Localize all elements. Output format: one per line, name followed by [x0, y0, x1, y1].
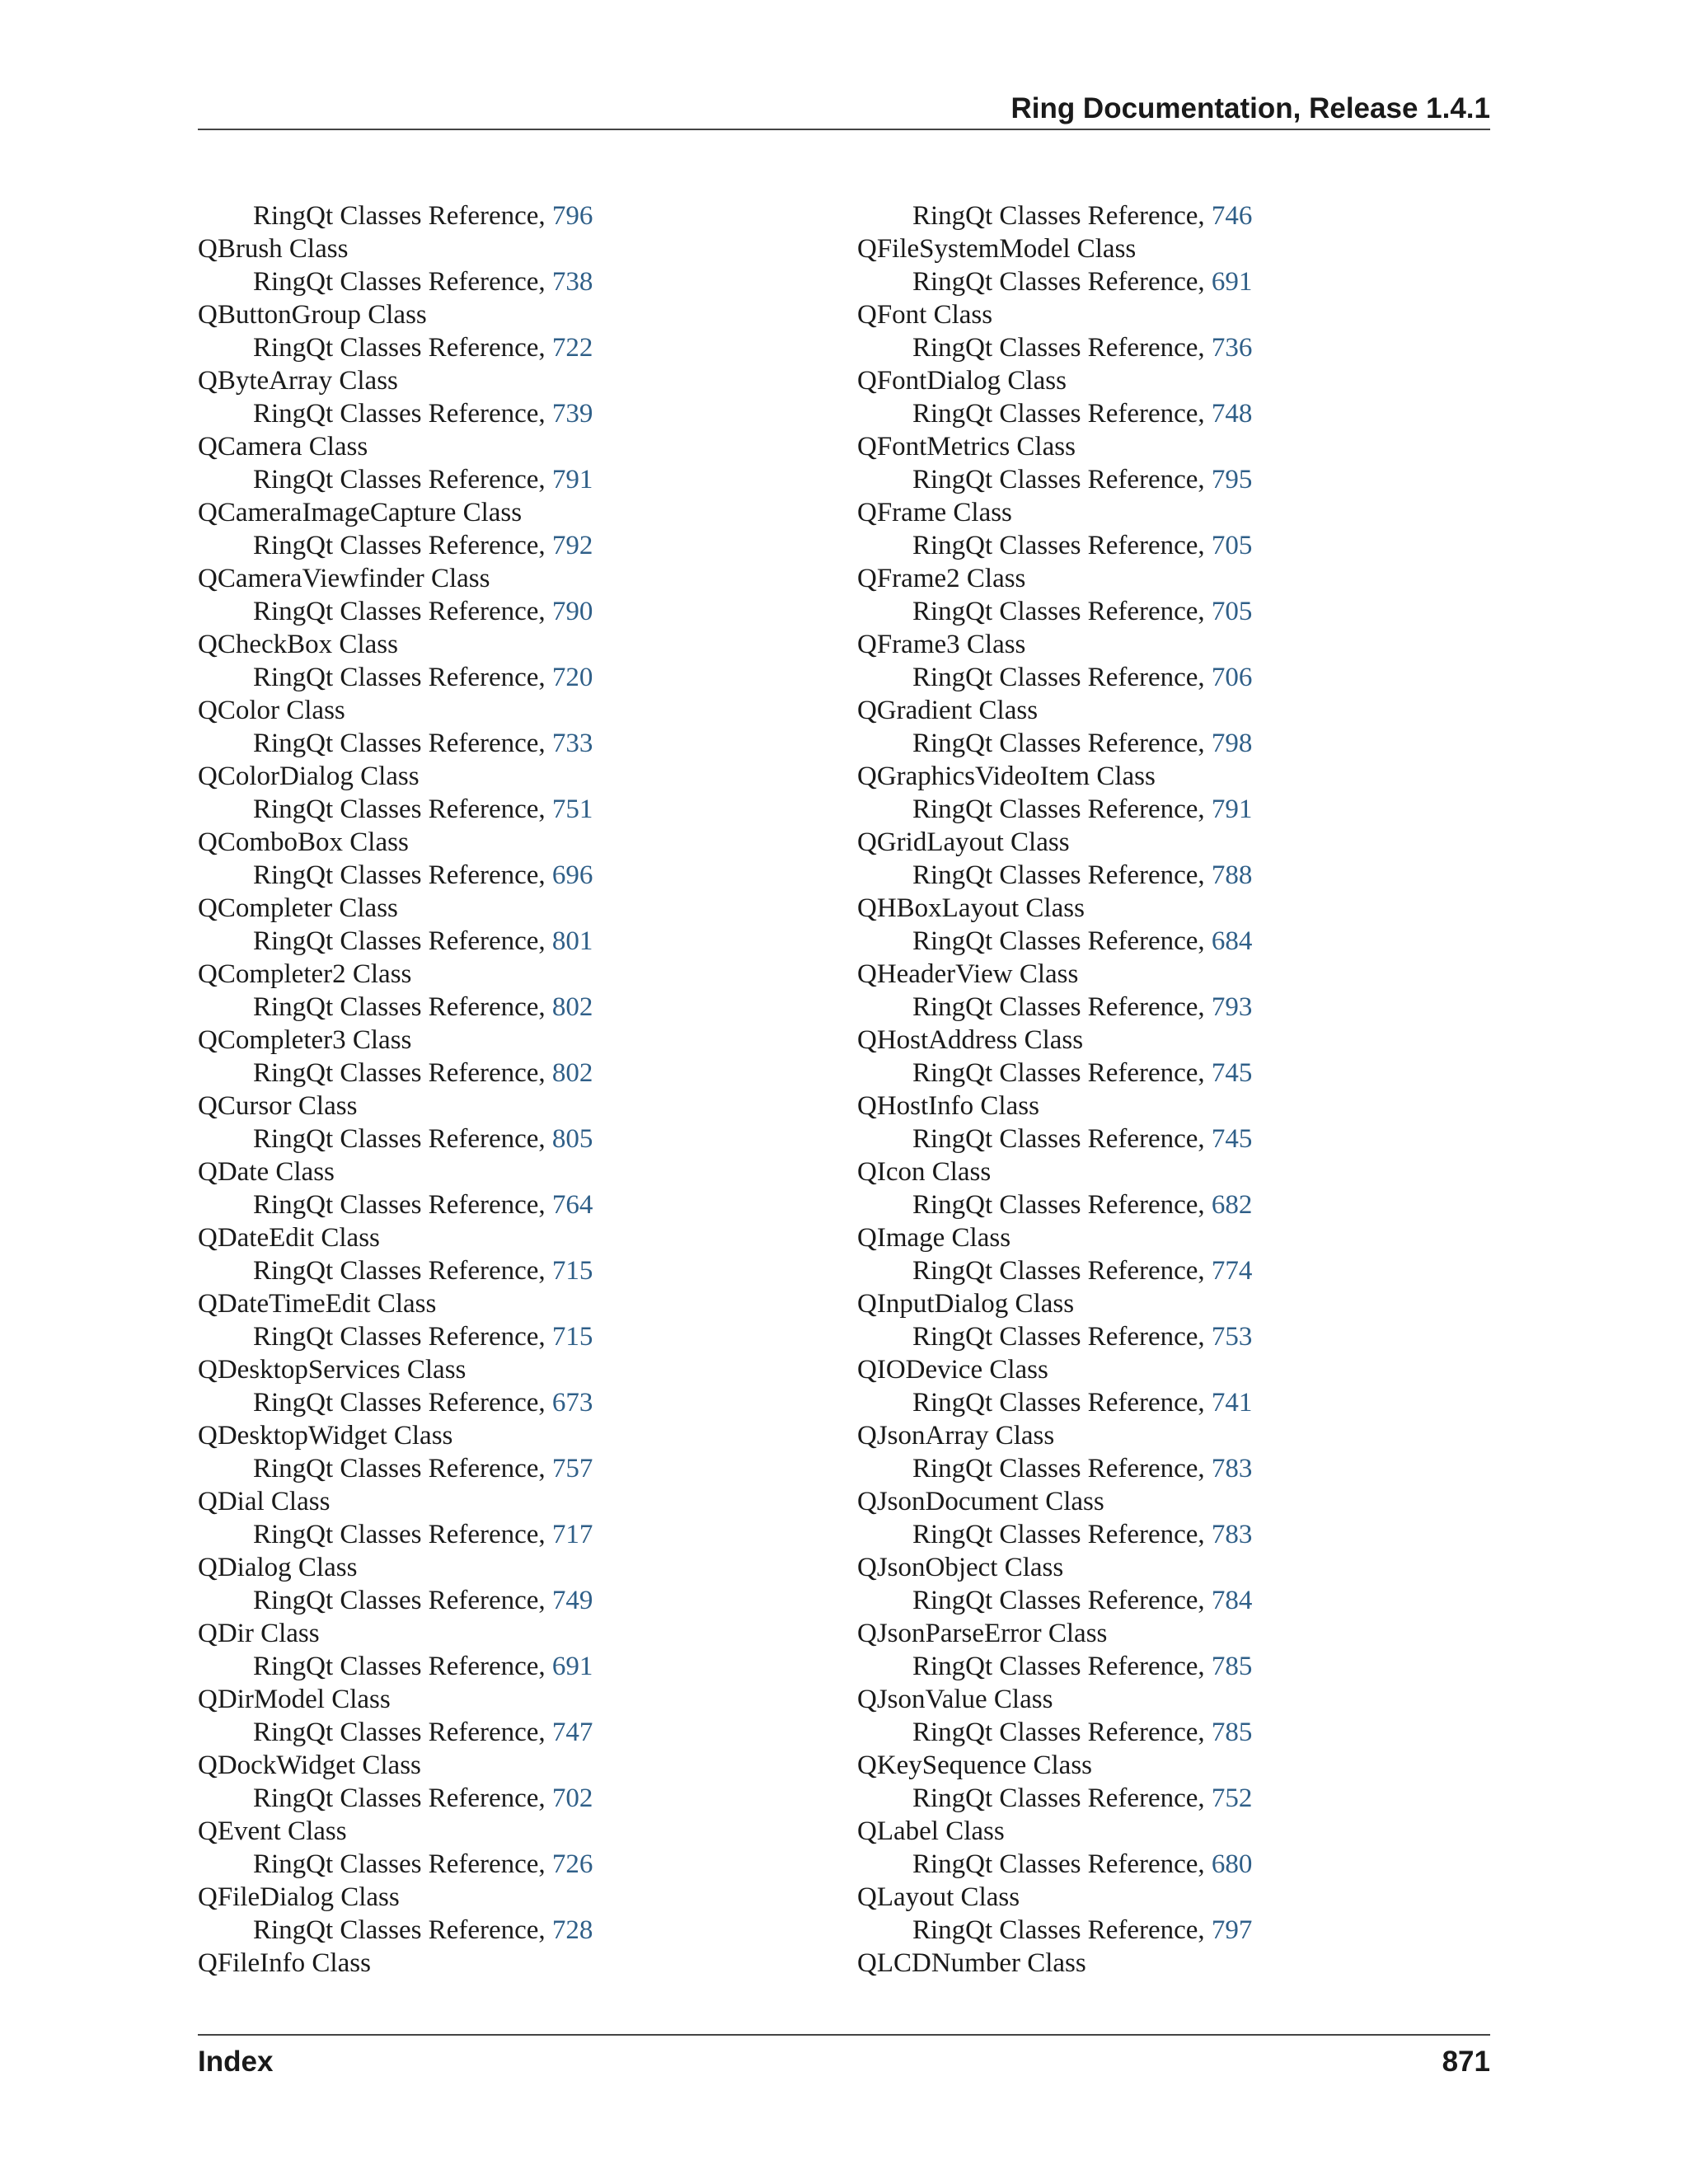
page-reference-link[interactable]: 802 [551, 992, 593, 1022]
index-term: QFrame Class [857, 498, 1012, 527]
index-column-left [198, 199, 593, 1980]
subentry-label: RingQt Classes Reference, [912, 1718, 1212, 1747]
index-term: QJsonArray Class [857, 1421, 1055, 1451]
index-subentry [857, 1254, 1252, 1287]
index-term: QCheckBox Class [198, 630, 398, 659]
index-term: QDialog Class [198, 1553, 358, 1582]
index-term: QGraphicsVideoItem Class [857, 762, 1156, 791]
page-reference-link[interactable]: 691 [551, 1652, 593, 1681]
page-reference-link[interactable]: 795 [1211, 465, 1253, 494]
page-reference-link[interactable]: 745 [1211, 1124, 1253, 1154]
index-subentry [198, 1782, 593, 1815]
page-reference-link[interactable]: 691 [1211, 267, 1253, 297]
subentry-label: RingQt Classes Reference, [912, 1058, 1212, 1088]
index-subentry [857, 1584, 1252, 1617]
index-term: QLCDNumber Class [857, 1948, 1086, 1978]
index-term: QHostInfo Class [857, 1091, 1039, 1121]
index-term: QFontMetrics Class [857, 432, 1076, 462]
index-term: QJsonObject Class [857, 1553, 1064, 1582]
page-reference-link[interactable]: 726 [551, 1849, 593, 1879]
page-reference-link[interactable]: 785 [1211, 1652, 1253, 1681]
subentry-label: RingQt Classes Reference, [253, 1388, 552, 1418]
page-reference-link[interactable]: 720 [551, 663, 593, 692]
index-subentry [198, 1122, 593, 1155]
subentry-label: RingQt Classes Reference, [912, 926, 1212, 956]
page-header [198, 91, 1490, 130]
subentry-label: RingQt Classes Reference, [912, 1388, 1212, 1418]
subentry-label: RingQt Classes Reference, [253, 1124, 552, 1154]
index-subentry [857, 463, 1252, 496]
index-term: QDial Class [198, 1487, 331, 1516]
page-reference-link[interactable]: 753 [1211, 1322, 1253, 1352]
subentry-label: RingQt Classes Reference, [253, 926, 552, 956]
index-term: QLayout Class [857, 1882, 1020, 1912]
subentry-label: RingQt Classes Reference, [253, 860, 552, 890]
index-subentry [198, 199, 593, 232]
index-term: QCompleter3 Class [198, 1025, 412, 1055]
page-reference-link[interactable]: 805 [551, 1124, 593, 1154]
subentry-label: RingQt Classes Reference, [912, 267, 1212, 297]
subentry-label: RingQt Classes Reference, [253, 729, 552, 758]
index-subentry [857, 1650, 1252, 1683]
index-subentry [198, 331, 593, 364]
index-subentry [857, 1386, 1252, 1419]
index-term: QDesktopServices Class [198, 1355, 467, 1385]
index-term: QEvent Class [198, 1816, 347, 1846]
index-term: QBrush Class [198, 234, 349, 264]
index-term: QButtonGroup Class [198, 300, 427, 330]
index-subentry [857, 1057, 1252, 1090]
subentry-label: RingQt Classes Reference, [253, 333, 552, 363]
index-term: QColorDialog Class [198, 762, 420, 791]
index-subentry [198, 1650, 593, 1683]
index-subentry [198, 1716, 593, 1749]
index-term: QByteArray Class [198, 366, 398, 396]
subentry-label: RingQt Classes Reference, [912, 201, 1212, 231]
index-subentry [198, 1254, 593, 1287]
index-subentry [857, 265, 1252, 298]
subentry-label: RingQt Classes Reference, [253, 1718, 552, 1747]
index-term: QDateTimeEdit Class [198, 1289, 437, 1319]
index-subentry [857, 661, 1252, 694]
page-reference-link[interactable]: 790 [551, 597, 593, 626]
page-reference-link[interactable]: 696 [551, 860, 593, 890]
subentry-label: RingQt Classes Reference, [253, 992, 552, 1022]
index-term: QInputDialog Class [857, 1289, 1075, 1319]
index-subentry [857, 529, 1252, 562]
subentry-label: RingQt Classes Reference, [253, 267, 552, 297]
index-term: QFileSystemModel Class [857, 234, 1137, 264]
index-subentry [857, 199, 1252, 232]
subentry-label: RingQt Classes Reference, [253, 1322, 552, 1352]
subentry-label: RingQt Classes Reference, [912, 1915, 1212, 1945]
page-reference-link[interactable]: 705 [1211, 597, 1253, 626]
page-reference-link[interactable]: 738 [551, 267, 593, 297]
index-term: QDesktopWidget Class [198, 1421, 453, 1451]
page-reference-link[interactable]: 715 [551, 1256, 593, 1286]
index-term: QHostAddress Class [857, 1025, 1084, 1055]
index-subentry [857, 1914, 1252, 1947]
index-term: QLabel Class [857, 1816, 1005, 1846]
index-subentry [198, 661, 593, 694]
index-subentry [198, 1848, 593, 1881]
page-reference-link[interactable]: 791 [1211, 794, 1253, 824]
index-term: QDate Class [198, 1157, 335, 1187]
page-reference-link[interactable]: 706 [1211, 663, 1253, 692]
index-subentry [198, 793, 593, 826]
subentry-label: RingQt Classes Reference, [253, 1652, 552, 1681]
index-term: QIcon Class [857, 1157, 992, 1187]
index-term: QCursor Class [198, 1091, 358, 1121]
index-term: QGradient Class [857, 696, 1039, 725]
index-term: QKeySequence Class [857, 1750, 1093, 1780]
index-subentry [857, 1188, 1252, 1221]
index-term: QColor Class [198, 696, 345, 725]
subentry-label: RingQt Classes Reference, [912, 1520, 1212, 1549]
subentry-label: RingQt Classes Reference, [912, 597, 1212, 626]
index-subentry [857, 925, 1252, 958]
subentry-label: RingQt Classes Reference, [253, 1058, 552, 1088]
index-subentry [198, 1914, 593, 1947]
index-subentry [857, 727, 1252, 760]
index-subentry [857, 793, 1252, 826]
index-term: QDateEdit Class [198, 1223, 380, 1253]
index-subentry [198, 925, 593, 958]
subentry-label: RingQt Classes Reference, [912, 333, 1212, 363]
page-reference-link[interactable]: 733 [551, 729, 593, 758]
document-title: Ring Documentation, Release 1.4.1 [1010, 92, 1490, 124]
page-reference-link[interactable]: 798 [1211, 729, 1253, 758]
index-subentry [857, 1848, 1252, 1881]
index-subentry [198, 595, 593, 628]
subentry-label: RingQt Classes Reference, [253, 1849, 552, 1879]
page-reference-link[interactable]: 747 [551, 1718, 593, 1747]
index-subentry [198, 397, 593, 430]
page-reference-link[interactable]: 722 [551, 333, 593, 363]
page-reference-link[interactable]: 764 [551, 1190, 593, 1220]
index-term: QIODevice Class [857, 1355, 1048, 1385]
subentry-label: RingQt Classes Reference, [253, 465, 552, 494]
index-term: QFrame3 Class [857, 630, 1026, 659]
index-term: QImage Class [857, 1223, 1011, 1253]
subentry-label: RingQt Classes Reference, [912, 1783, 1212, 1813]
page-reference-link[interactable]: 797 [1211, 1915, 1253, 1945]
index-term: QJsonParseError Class [857, 1619, 1108, 1648]
page-footer [198, 2034, 1490, 2078]
subentry-label: RingQt Classes Reference, [253, 1520, 552, 1549]
index-subentry [198, 1386, 593, 1419]
index-term: QFrame2 Class [857, 564, 1026, 593]
subentry-label: RingQt Classes Reference, [253, 531, 552, 560]
page-reference-link[interactable]: 788 [1211, 860, 1253, 890]
index-term: QFileInfo Class [198, 1948, 371, 1978]
index-subentry [857, 1452, 1252, 1485]
index-subentry [198, 265, 593, 298]
page-reference-link[interactable]: 792 [551, 531, 593, 560]
index-term: QFileDialog Class [198, 1882, 400, 1912]
index-term: QCompleter Class [198, 893, 398, 923]
page-reference-link[interactable]: 774 [1211, 1256, 1253, 1286]
page-reference-link[interactable]: 717 [551, 1520, 593, 1549]
subentry-label: RingQt Classes Reference, [253, 794, 552, 824]
index-subentry [857, 1518, 1252, 1551]
page-reference-link[interactable]: 784 [1211, 1586, 1253, 1615]
index-subentry [198, 1452, 593, 1485]
index-term: QFont Class [857, 300, 993, 330]
page-reference-link[interactable]: 791 [551, 465, 593, 494]
index-subentry [198, 727, 593, 760]
index-subentry [198, 1188, 593, 1221]
subentry-label: RingQt Classes Reference, [912, 1256, 1212, 1286]
index-subentry [198, 859, 593, 892]
page-reference-link[interactable]: 715 [551, 1322, 593, 1352]
index-subentry [198, 1320, 593, 1353]
page-reference-link[interactable]: 752 [1211, 1783, 1253, 1813]
index-term: QFontDialog Class [857, 366, 1067, 396]
page-number: 871 [1442, 2046, 1490, 2078]
page-reference-link[interactable]: 793 [1211, 992, 1253, 1022]
index-subentry [857, 1122, 1252, 1155]
index-term: QHeaderView Class [857, 959, 1079, 989]
page-reference-link[interactable]: 673 [551, 1388, 593, 1418]
index-term: QHBoxLayout Class [857, 893, 1085, 923]
page-reference-link[interactable]: 728 [551, 1915, 593, 1945]
subentry-label: RingQt Classes Reference, [912, 1652, 1212, 1681]
index-column-right [857, 199, 1252, 1980]
index-subentry [857, 991, 1252, 1024]
index-term: QCameraViewfinder Class [198, 564, 490, 593]
page-reference-link[interactable]: 783 [1211, 1454, 1253, 1483]
subentry-label: RingQt Classes Reference, [912, 1849, 1212, 1879]
page-reference-link[interactable]: 783 [1211, 1520, 1253, 1549]
index-term: QCameraImageCapture Class [198, 498, 523, 527]
page-reference-link[interactable]: 705 [1211, 531, 1253, 560]
subentry-label: RingQt Classes Reference, [912, 663, 1212, 692]
index-subentry [857, 1320, 1252, 1353]
index-subentry [857, 331, 1252, 364]
page-reference-link[interactable]: 751 [551, 794, 593, 824]
index-subentry [198, 991, 593, 1024]
page-reference-link[interactable]: 785 [1211, 1718, 1253, 1747]
subentry-label: RingQt Classes Reference, [253, 201, 552, 231]
subentry-label: RingQt Classes Reference, [912, 1322, 1212, 1352]
subentry-label: RingQt Classes Reference, [253, 1586, 552, 1615]
index-term: QGridLayout Class [857, 827, 1070, 857]
subentry-label: RingQt Classes Reference, [253, 663, 552, 692]
subentry-label: RingQt Classes Reference, [912, 531, 1212, 560]
page-reference-link[interactable]: 748 [1211, 399, 1253, 429]
footer-section-label: Index [198, 2046, 274, 2078]
index-term: QJsonValue Class [857, 1685, 1053, 1714]
subentry-label: RingQt Classes Reference, [253, 1915, 552, 1945]
subentry-label: RingQt Classes Reference, [912, 1190, 1212, 1220]
subentry-label: RingQt Classes Reference, [253, 1783, 552, 1813]
subentry-label: RingQt Classes Reference, [912, 1454, 1212, 1483]
index-subentry [857, 859, 1252, 892]
index-subentry [198, 1057, 593, 1090]
subentry-label: RingQt Classes Reference, [912, 465, 1212, 494]
subentry-label: RingQt Classes Reference, [912, 992, 1212, 1022]
index-subentry [857, 1716, 1252, 1749]
subentry-label: RingQt Classes Reference, [253, 1454, 552, 1483]
subentry-label: RingQt Classes Reference, [912, 860, 1212, 890]
index-term: QDockWidget Class [198, 1750, 421, 1780]
page-reference-link[interactable]: 757 [551, 1454, 593, 1483]
index-term: QCompleter2 Class [198, 959, 412, 989]
subentry-label: RingQt Classes Reference, [253, 597, 552, 626]
index-subentry [857, 397, 1252, 430]
page-reference-link[interactable]: 684 [1211, 926, 1253, 956]
index-subentry [198, 463, 593, 496]
index-subentry [198, 1518, 593, 1551]
page-reference-link[interactable]: 745 [1211, 1058, 1253, 1088]
index-term: QJsonDocument Class [857, 1487, 1104, 1516]
page-reference-link[interactable]: 736 [1211, 333, 1253, 363]
index-subentry [198, 1584, 593, 1617]
index-term: QDir Class [198, 1619, 320, 1648]
index-term: QComboBox Class [198, 827, 409, 857]
index-subentry [857, 595, 1252, 628]
subentry-label: RingQt Classes Reference, [912, 399, 1212, 429]
page-reference-link[interactable]: 739 [551, 399, 593, 429]
page-reference-link[interactable]: 702 [551, 1783, 593, 1813]
subentry-label: RingQt Classes Reference, [253, 1256, 552, 1286]
index-subentry [857, 1782, 1252, 1815]
page-reference-link[interactable]: 802 [551, 1058, 593, 1088]
page-reference-link[interactable]: 680 [1211, 1849, 1253, 1879]
index-term: QDirModel Class [198, 1685, 391, 1714]
subentry-label: RingQt Classes Reference, [253, 399, 552, 429]
page-reference-link[interactable]: 746 [1211, 201, 1253, 231]
subentry-label: RingQt Classes Reference, [912, 794, 1212, 824]
index-subentry [198, 529, 593, 562]
subentry-label: RingQt Classes Reference, [912, 1586, 1212, 1615]
index-term: QCamera Class [198, 432, 368, 462]
page-reference-link[interactable]: 741 [1211, 1388, 1253, 1418]
page-reference-link[interactable]: 749 [551, 1586, 593, 1615]
page-reference-link[interactable]: 682 [1211, 1190, 1253, 1220]
subentry-label: RingQt Classes Reference, [253, 1190, 552, 1220]
page-reference-link[interactable]: 796 [551, 201, 593, 231]
subentry-label: RingQt Classes Reference, [912, 1124, 1212, 1154]
page-reference-link[interactable]: 801 [551, 926, 593, 956]
subentry-label: RingQt Classes Reference, [912, 729, 1212, 758]
